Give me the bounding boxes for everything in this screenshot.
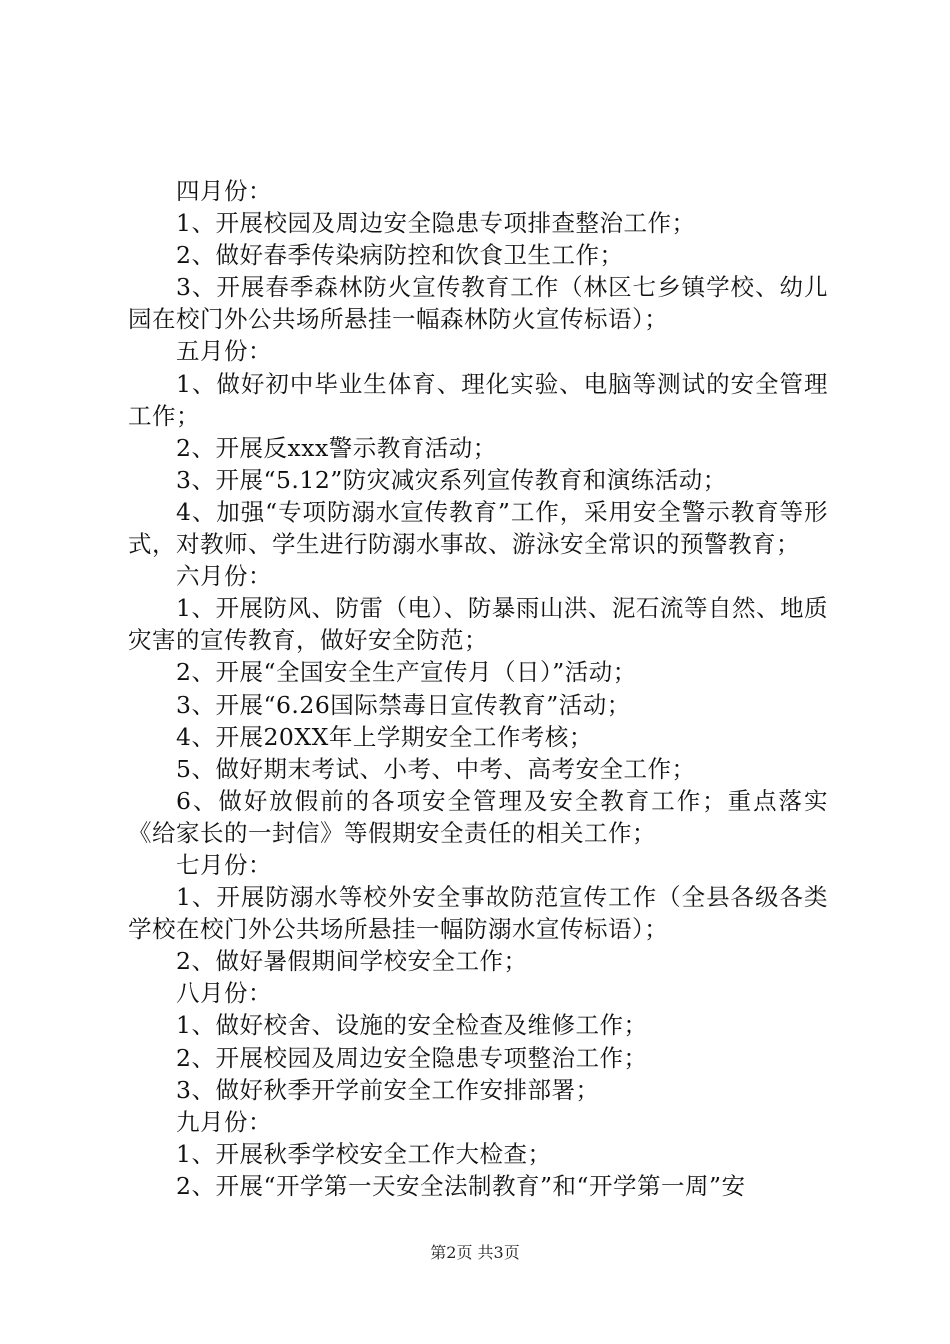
paragraph: 1、开展防溺水等校外安全事故防范宣传工作（全县各级各类学校在校门外公共场所悬挂一幅防溺水宣传标语）； (128, 883, 828, 944)
paragraph: 2、做好春季传染病防控和饮食卫生工作； (176, 241, 624, 270)
paragraph-may-heading: 五月份： (176, 337, 272, 366)
paragraph: 1、做好校舍、设施的安全检查及维修工作； (176, 1011, 648, 1040)
document-body (128, 175, 828, 1202)
paragraph-august-heading: 八月份： (176, 979, 272, 1008)
paragraph: 2、开展“开学第一天安全法制教育”和“开学第一周”安 (176, 1171, 746, 1200)
paragraph-april-heading: 四月份： (176, 177, 272, 205)
paragraph: 3、开展“5.12”防灾减灾系列宣传教育和演练活动； (176, 465, 727, 494)
page-number-footer: 第2页 共3页 (430, 1243, 520, 1262)
paragraph-june-heading: 六月份： (176, 562, 272, 591)
paragraph-july-heading: 七月份： (176, 850, 272, 879)
paragraph: 4、开展20XX年上学期安全工作考核； (176, 722, 593, 751)
paragraph: 3、开展“6.26国际禁毒日宣传教育”活动； (176, 690, 631, 719)
paragraph: 2、开展校园及周边安全隐患专项整治工作； (176, 1043, 648, 1072)
paragraph: 3、做好秋季开学前安全工作安排部署； (176, 1075, 600, 1104)
paragraph: 2、做好暑假期间学校安全工作； (176, 947, 528, 976)
paragraph: 6、做好放假前的各项安全管理及安全教育工作；重点落实《给家长的一封信》等假期安全责任的相关工作； (128, 786, 828, 847)
paragraph: 2、开展反xxx警示教育活动； (176, 433, 497, 462)
paragraph: 1、开展校园及周边安全隐患专项排查整治工作； (176, 209, 696, 238)
paragraph: 3、开展春季森林防火宣传教育工作（林区七乡镇学校、幼儿园在校门外公共场所悬挂一幅森林防火宣传标语）； (128, 273, 828, 334)
paragraph: 1、开展防风、防雷（电）、防暴雨山洪、泥石流等自然、地质灾害的宣传教育，做好安全防范； (128, 594, 828, 655)
paragraph: 4、加强“专项防溺水宣传教育”工作，采用安全警示教育等形式，对教师、学生进行防溺水事故、游泳安全常识的预警教育； (128, 497, 828, 559)
paragraph: 2、开展“全国安全生产宣传月（日）”活动； (176, 658, 637, 687)
paragraph-september-heading: 九月份： (176, 1107, 272, 1136)
paragraph: 1、做好初中毕业生体育、理化实验、电脑等测试的安全管理工作； (128, 369, 828, 430)
paragraph: 1、开展秋季学校安全工作大检查； (176, 1139, 552, 1168)
paragraph: 5、做好期末考试、小考、中考、高考安全工作； (176, 754, 696, 783)
